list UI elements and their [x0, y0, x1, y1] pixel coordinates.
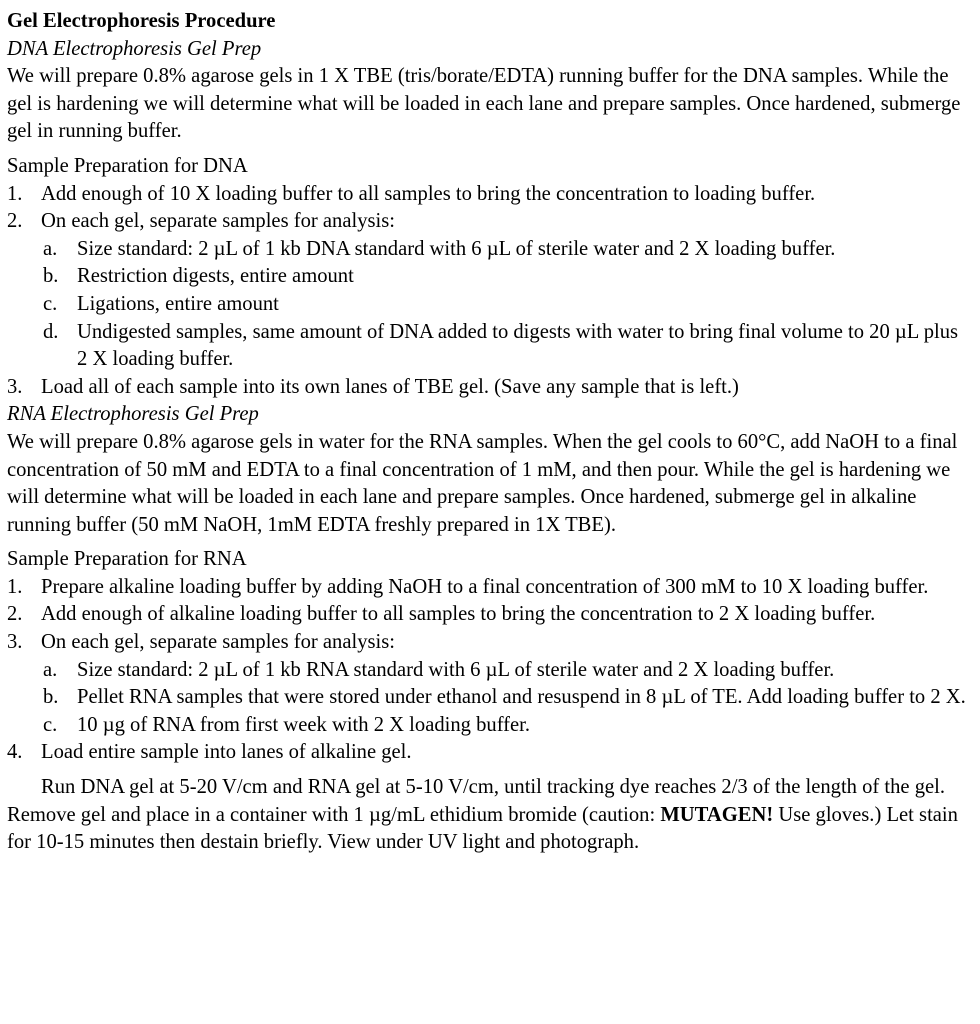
- rna-prep-heading: RNA Electrophoresis Gel Prep: [7, 403, 259, 426]
- dna-step: [7, 181, 973, 209]
- substep-letter: b.: [43, 265, 59, 288]
- substep-letter: a.: [43, 658, 58, 681]
- step-number: 4.: [7, 741, 23, 764]
- substep-text: 10 µg of RNA from first week with 2 X loading buffer.: [77, 713, 531, 736]
- step-text: Load all of each sample into its own lanes of TBE gel. (Save any sample that is left.): [41, 375, 739, 398]
- run-text-before: Run DNA gel at 5-20 V/cm and RNA gel at 5-10 V/cm, until tracking dye reaches 2/3 of the length of the gel. Remove gel and place in a container with 1 µg/mL ethidium bromide (caution:: [7, 776, 946, 826]
- rna-step: [7, 629, 973, 657]
- run-text-after: Use gloves.) Let stain for 10-15 minutes then destain briefly. View under UV light and photograph.: [7, 803, 958, 854]
- dna-substep: [7, 263, 973, 291]
- rna-substep: [7, 712, 973, 740]
- mutagen-warning: MUTAGEN!: [660, 803, 774, 826]
- step-text: Add enough of alkaline loading buffer to all samples to bring the concentration to 2 X loading buffer.: [41, 603, 876, 626]
- dna-substep: [7, 236, 973, 264]
- substep-text: Undigested samples, same amount of DNA added to digests with water to bring final volume to 20 µL plus 2 X loading buffer.: [77, 320, 959, 371]
- dna-prep-paragraph: We will prepare 0.8% agarose gels in 1 X TBE (tris/borate/EDTA) running buffer for the DNA samples. While the gel is hardening we will determine what will be loaded in each lane and prepare samples. Once hardened, submerge gel in running buffer.: [7, 65, 961, 143]
- substep-text: Size standard: 2 µL of 1 kb DNA standard with 6 µL of sterile water and 2 X loading buffer.: [77, 237, 836, 260]
- step-number: 1.: [7, 182, 23, 205]
- dna-step: [7, 374, 973, 402]
- rna-substep: [7, 684, 973, 712]
- step-text: On each gel, separate samples for analysis:: [41, 631, 395, 654]
- step-text: Load entire sample into lanes of alkaline gel.: [41, 741, 412, 764]
- substep-letter: c.: [43, 292, 58, 315]
- substep-letter: c.: [43, 713, 58, 736]
- substep-letter: a.: [43, 237, 58, 260]
- dna-prep-heading: DNA Electrophoresis Gel Prep: [7, 37, 262, 60]
- step-number: 3.: [7, 631, 23, 654]
- substep-letter: d.: [43, 320, 59, 343]
- dna-step: [7, 208, 973, 236]
- dna-samples-heading: Sample Preparation for DNA: [7, 154, 248, 177]
- substep-text: Restriction digests, entire amount: [77, 265, 354, 288]
- dna-steps-list: [7, 181, 973, 402]
- dna-substep: [7, 291, 973, 319]
- rna-substep: [7, 657, 973, 685]
- rna-prep-paragraph: We will prepare 0.8% agarose gels in water for the RNA samples. When the gel cools to 60°C, add NaOH to a final concentration of 50 mM and EDTA to a final concentration of 1 mM, and then pour. While the gel is hardening we will determine what will be loaded in each lane and prepare samples. Once hardened, submerge gel in alkaline running buffer (50 mM NaOH, 1mM EDTA freshly prepared in 1X TBE).: [7, 430, 958, 536]
- rna-steps-list: [7, 574, 973, 767]
- rna-step: [7, 601, 973, 629]
- step-text: Add enough of 10 X loading buffer to all samples to bring the concentration to loading buffer.: [41, 182, 816, 205]
- step-text: Prepare alkaline loading buffer by adding NaOH to a final concentration of 300 mM to 10 X loading buffer.: [41, 575, 929, 598]
- step-number: 2.: [7, 210, 23, 233]
- substep-text: Pellet RNA samples that were stored under ethanol and resuspend in 8 µL of TE. Add loading buffer to 2 X.: [77, 686, 966, 709]
- substep-text: Ligations, entire amount: [77, 292, 279, 315]
- rna-step: [7, 574, 973, 602]
- step-text: On each gel, separate samples for analysis:: [41, 210, 395, 233]
- step-number: 3.: [7, 375, 23, 398]
- step-number: 2.: [7, 603, 23, 626]
- page-title: Gel Electrophoresis Procedure: [7, 10, 276, 32]
- step-number: 1.: [7, 575, 23, 598]
- rna-samples-heading: Sample Preparation for RNA: [7, 548, 247, 571]
- rna-step: [7, 739, 973, 767]
- run-paragraph: [7, 774, 973, 857]
- dna-substep: [7, 319, 973, 374]
- substep-text: Size standard: 2 µL of 1 kb RNA standard with 6 µL of sterile water and 2 X loading buffer.: [77, 658, 835, 681]
- substep-letter: b.: [43, 686, 59, 709]
